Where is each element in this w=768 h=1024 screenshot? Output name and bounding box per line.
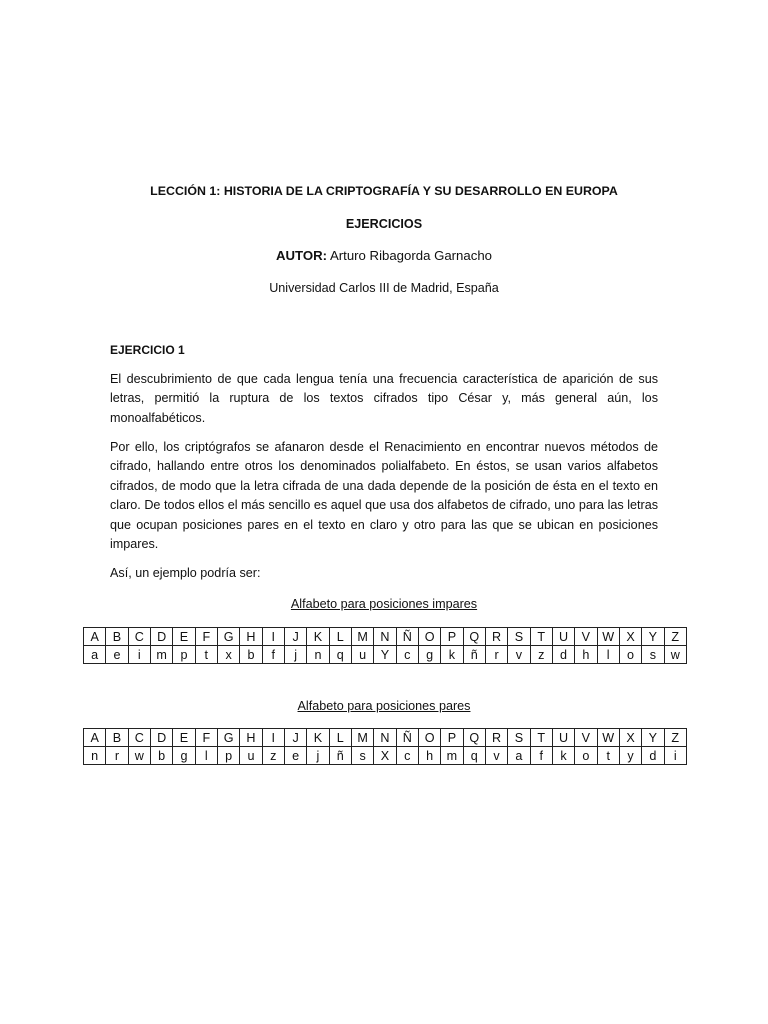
author-name: Arturo Ribagorda Garnacho — [329, 248, 492, 263]
alphabet-cell: n — [307, 646, 329, 664]
author-line — [0, 248, 768, 264]
alphabet-cell: D — [150, 729, 172, 747]
alphabet-cell: r — [106, 747, 128, 765]
alphabet-table-odd — [83, 627, 687, 664]
alphabet-cell: w — [128, 747, 150, 765]
alphabet-cell: j — [307, 747, 329, 765]
alphabet-cell: J — [284, 628, 306, 646]
alphabet-cell: v — [508, 646, 530, 664]
alphabet-cell: b — [240, 646, 262, 664]
alphabet-cell: i — [664, 747, 686, 765]
alphabet-cell: u — [240, 747, 262, 765]
alphabet-cell: E — [173, 628, 195, 646]
alphabet-cell: C — [128, 628, 150, 646]
alphabet-cell: e — [284, 747, 306, 765]
alphabet-cell: N — [374, 628, 396, 646]
alphabet-cell: Y — [642, 628, 664, 646]
alphabet-cell: R — [485, 729, 507, 747]
alphabet-cell: p — [173, 646, 195, 664]
plain-alphabet-row — [84, 628, 687, 646]
exercise-heading: EJERCICIO 1 — [110, 343, 185, 357]
alphabet-cell: Z — [664, 628, 686, 646]
alphabet-cell: J — [284, 729, 306, 747]
alphabet-cell: f — [262, 646, 284, 664]
alphabet-cell: i — [128, 646, 150, 664]
alphabet-cell: p — [217, 747, 239, 765]
alphabet-cell: S — [508, 628, 530, 646]
alphabet-cell: o — [619, 646, 641, 664]
alphabet-cell: w — [664, 646, 686, 664]
alphabet-cell: X — [619, 628, 641, 646]
alphabet-cell: c — [396, 747, 418, 765]
alphabet-cell: ñ — [329, 747, 351, 765]
alphabet-cell: T — [530, 628, 552, 646]
alphabet-cell: E — [173, 729, 195, 747]
alphabet-cell: F — [195, 729, 217, 747]
document-title: LECCIÓN 1: HISTORIA DE LA CRIPTOGRAFÍA Y SU DESARROLLO EN EUROPA — [150, 184, 618, 198]
alphabet-cell: I — [262, 729, 284, 747]
alphabet-cell: H — [240, 729, 262, 747]
alphabet-cell: G — [217, 729, 239, 747]
alphabet-cell: l — [597, 646, 619, 664]
alphabet-cell: q — [329, 646, 351, 664]
alphabet-cell: G — [217, 628, 239, 646]
alphabet-cell: z — [262, 747, 284, 765]
cipher-alphabet-row — [84, 747, 687, 765]
alphabet-cell: X — [619, 729, 641, 747]
alphabet-cell: X — [374, 747, 396, 765]
alphabet-cell: U — [552, 729, 574, 747]
alphabet-cell: V — [575, 628, 597, 646]
alphabet-cell: S — [508, 729, 530, 747]
alphabet-cell: l — [195, 747, 217, 765]
alphabet-cell: g — [173, 747, 195, 765]
table-caption-odd: Alfabeto para posiciones impares — [290, 597, 478, 611]
alphabet-cell: e — [106, 646, 128, 664]
alphabet-cell: P — [441, 628, 463, 646]
plain-alphabet-row — [84, 729, 687, 747]
alphabet-cell: L — [329, 628, 351, 646]
alphabet-cell: B — [106, 628, 128, 646]
alphabet-cell: x — [217, 646, 239, 664]
alphabet-cell: t — [195, 646, 217, 664]
university-line: Universidad Carlos III de Madrid, España — [269, 281, 499, 295]
alphabet-cell: h — [418, 747, 440, 765]
alphabet-cell: U — [552, 628, 574, 646]
alphabet-cell: B — [106, 729, 128, 747]
alphabet-cell: A — [84, 628, 106, 646]
alphabet-cell: d — [552, 646, 574, 664]
alphabet-cell: Ñ — [396, 729, 418, 747]
alphabet-table-even — [83, 728, 687, 765]
document-subtitle: EJERCICIOS — [345, 217, 423, 231]
alphabet-cell: a — [84, 646, 106, 664]
alphabet-cell: a — [508, 747, 530, 765]
alphabet-cell: s — [642, 646, 664, 664]
paragraph: Por ello, los criptógrafos se afanaron desde el Renacimiento en encontrar nuevos métodos de cifrado, hallando entre otros los denominados polialfabeto. En éstos, se usan varios alfabetos cifrados, de modo que la letra cifrada de una dada depende de la posición de ésta en el texto en claro. De todos ellos el más sencillo es aquel que usa dos alfabetos de cifrado, uno para las letras que ocupan posiciones pares en el texto en claro y otro para las que se ubican en posiciones impares. — [110, 440, 658, 552]
alphabet-cell: k — [441, 646, 463, 664]
alphabet-cell: N — [374, 729, 396, 747]
alphabet-cell: W — [597, 628, 619, 646]
alphabet-cell: Z — [664, 729, 686, 747]
table-caption-even: Alfabeto para posiciones pares — [297, 699, 471, 713]
alphabet-cell: m — [441, 747, 463, 765]
alphabet-cell: b — [150, 747, 172, 765]
alphabet-cell: I — [262, 628, 284, 646]
alphabet-cell: Y — [374, 646, 396, 664]
alphabet-cell: K — [307, 628, 329, 646]
alphabet-cell: c — [396, 646, 418, 664]
alphabet-cell: Ñ — [396, 628, 418, 646]
alphabet-cell: L — [329, 729, 351, 747]
alphabet-cell: k — [552, 747, 574, 765]
alphabet-cell: z — [530, 646, 552, 664]
alphabet-cell: C — [128, 729, 150, 747]
alphabet-cell: h — [575, 646, 597, 664]
alphabet-cell: M — [351, 729, 373, 747]
cipher-alphabet-row — [84, 646, 687, 664]
alphabet-cell: F — [195, 628, 217, 646]
alphabet-cell: o — [575, 747, 597, 765]
alphabet-cell: t — [597, 747, 619, 765]
alphabet-cell: D — [150, 628, 172, 646]
alphabet-cell: n — [84, 747, 106, 765]
alphabet-cell: O — [418, 729, 440, 747]
alphabet-cell: j — [284, 646, 306, 664]
alphabet-cell: M — [351, 628, 373, 646]
alphabet-cell: O — [418, 628, 440, 646]
alphabet-cell: ñ — [463, 646, 485, 664]
alphabet-cell: W — [597, 729, 619, 747]
alphabet-cell: Y — [642, 729, 664, 747]
alphabet-cell: m — [150, 646, 172, 664]
alphabet-cell: R — [485, 628, 507, 646]
alphabet-cell: g — [418, 646, 440, 664]
alphabet-cell: r — [485, 646, 507, 664]
paragraph: Así, un ejemplo podría ser: — [110, 566, 261, 580]
paragraph: El descubrimiento de que cada lengua tenía una frecuencia característica de aparición de sus letras, permitió la ruptura de los textos cifrados tipo César y, más general aún, los monoalfabéticos. — [110, 372, 658, 425]
alphabet-cell: u — [351, 646, 373, 664]
alphabet-cell: q — [463, 747, 485, 765]
alphabet-cell: H — [240, 628, 262, 646]
alphabet-cell: s — [351, 747, 373, 765]
alphabet-cell: K — [307, 729, 329, 747]
alphabet-cell: v — [485, 747, 507, 765]
alphabet-cell: Q — [463, 628, 485, 646]
alphabet-cell: f — [530, 747, 552, 765]
alphabet-cell: V — [575, 729, 597, 747]
alphabet-cell: T — [530, 729, 552, 747]
alphabet-cell: d — [642, 747, 664, 765]
alphabet-cell: Q — [463, 729, 485, 747]
alphabet-cell: A — [84, 729, 106, 747]
author-label: AUTOR: — [276, 248, 328, 263]
alphabet-cell: P — [441, 729, 463, 747]
alphabet-cell: y — [619, 747, 641, 765]
